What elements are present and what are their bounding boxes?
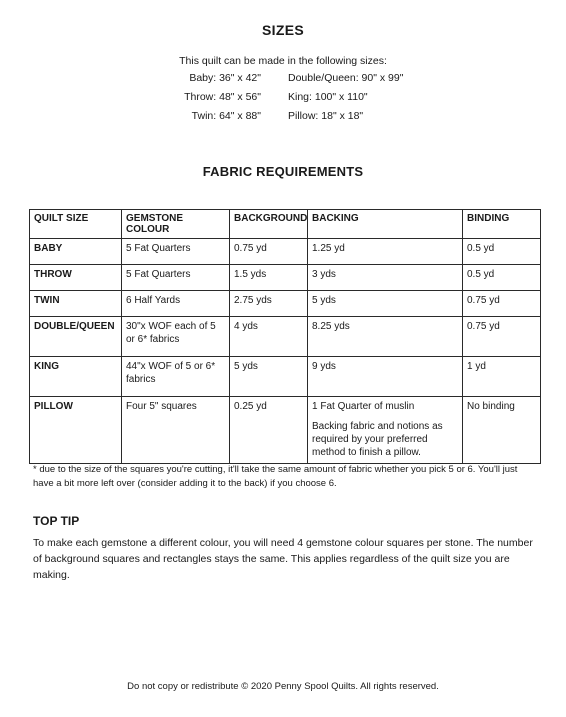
row-quilt-size: PILLOW	[30, 397, 122, 464]
size-baby: Baby: 36" x 42"	[189, 72, 261, 84]
row-binding: 0.5 yd	[463, 265, 541, 291]
row-binding: 0.5 yd	[463, 239, 541, 265]
row-background: 1.5 yds	[230, 265, 308, 291]
size-king: King: 100" x 110"	[288, 91, 368, 103]
row-background: 0.25 yd	[230, 397, 308, 464]
fabric-requirements-heading: FABRIC REQUIREMENTS	[202, 164, 364, 179]
column-header-backing: BACKING	[308, 210, 463, 239]
top-tip-heading: TOP TIP	[33, 514, 80, 528]
row-quilt-size: KING	[30, 357, 122, 397]
row-quilt-size: TWIN	[30, 291, 122, 317]
row-gemstone: 6 Half Yards	[122, 291, 230, 317]
row-quilt-size: THROW	[30, 265, 122, 291]
top-tip-body: To make each gemstone a different colour, you will need 4 gemstone colour squares per stone. The number of background squares and rectangles stays the same. This applies regardless of the quilt size you are making.	[33, 537, 533, 581]
fabric-requirements-table	[29, 209, 541, 464]
row-backing: 3 yds	[308, 265, 463, 291]
row-background: 5 yds	[230, 357, 308, 397]
table-row	[30, 291, 541, 317]
row-backing-cell	[308, 397, 463, 464]
column-header-background: BACKGROUND	[230, 210, 308, 239]
sizes-row	[0, 72, 566, 91]
table-header-row	[30, 210, 541, 239]
table-row	[30, 397, 541, 464]
row-backing: 1.25 yd	[308, 239, 463, 265]
row-gemstone: 5 Fat Quarters	[122, 265, 230, 291]
sizes-list	[0, 72, 566, 129]
row-backing: 8.25 yds	[308, 317, 463, 357]
table-row	[30, 265, 541, 291]
column-header-gemstone-colour: GEMSTONE COLOUR	[122, 210, 230, 239]
row-binding: 1 yd	[463, 357, 541, 397]
row-background: 2.75 yds	[230, 291, 308, 317]
row-gemstone: Four 5" squares	[122, 397, 230, 464]
row-binding: No binding	[463, 397, 541, 464]
row-gemstone: 30"x WOF each of 5 or 6* fabrics	[122, 317, 230, 357]
row-backing: 5 yds	[308, 291, 463, 317]
column-header-quilt-size: QUILT SIZE	[30, 210, 122, 239]
row-gemstone: 5 Fat Quarters	[122, 239, 230, 265]
table-row	[30, 239, 541, 265]
column-header-binding: BINDING	[463, 210, 541, 239]
row-quilt-size: DOUBLE/QUEEN	[30, 317, 122, 357]
table-row	[30, 317, 541, 357]
row-binding: 0.75 yd	[463, 291, 541, 317]
fabric-footnote: * due to the size of the squares you're cutting, it'll take the same amount of fabric whether you pick 5 or 6. You'll just have a bit more left over (consider adding it to the back) if you choose 6.	[33, 464, 518, 489]
row-backing: 9 yds	[308, 357, 463, 397]
table-row	[30, 357, 541, 397]
row-background: 0.75 yd	[230, 239, 308, 265]
sizes-row	[0, 91, 566, 110]
size-pillow: Pillow: 18" x 18"	[288, 110, 364, 122]
row-quilt-size: BABY	[30, 239, 122, 265]
row-backing: 1 Fat Quarter of muslin	[312, 401, 415, 412]
copyright-footer: Do not copy or redistribute © 2020 Penny Spool Quilts. All rights reserved.	[127, 681, 439, 692]
row-gemstone: 44"x WOF of 5 or 6* fabrics	[122, 357, 230, 397]
row-backing-note: Backing fabric and notions as required by your preferred method to finish a pillow.	[312, 421, 443, 458]
size-throw: Throw: 48" x 56"	[184, 91, 261, 103]
row-binding: 0.75 yd	[463, 317, 541, 357]
size-twin: Twin: 64" x 88"	[191, 110, 261, 122]
sizes-heading: SIZES	[262, 22, 304, 38]
row-background: 4 yds	[230, 317, 308, 357]
sizes-intro: This quilt can be made in the following sizes:	[179, 55, 387, 67]
sizes-row	[0, 110, 566, 129]
size-double-queen: Double/Queen: 90" x 99"	[288, 72, 404, 84]
